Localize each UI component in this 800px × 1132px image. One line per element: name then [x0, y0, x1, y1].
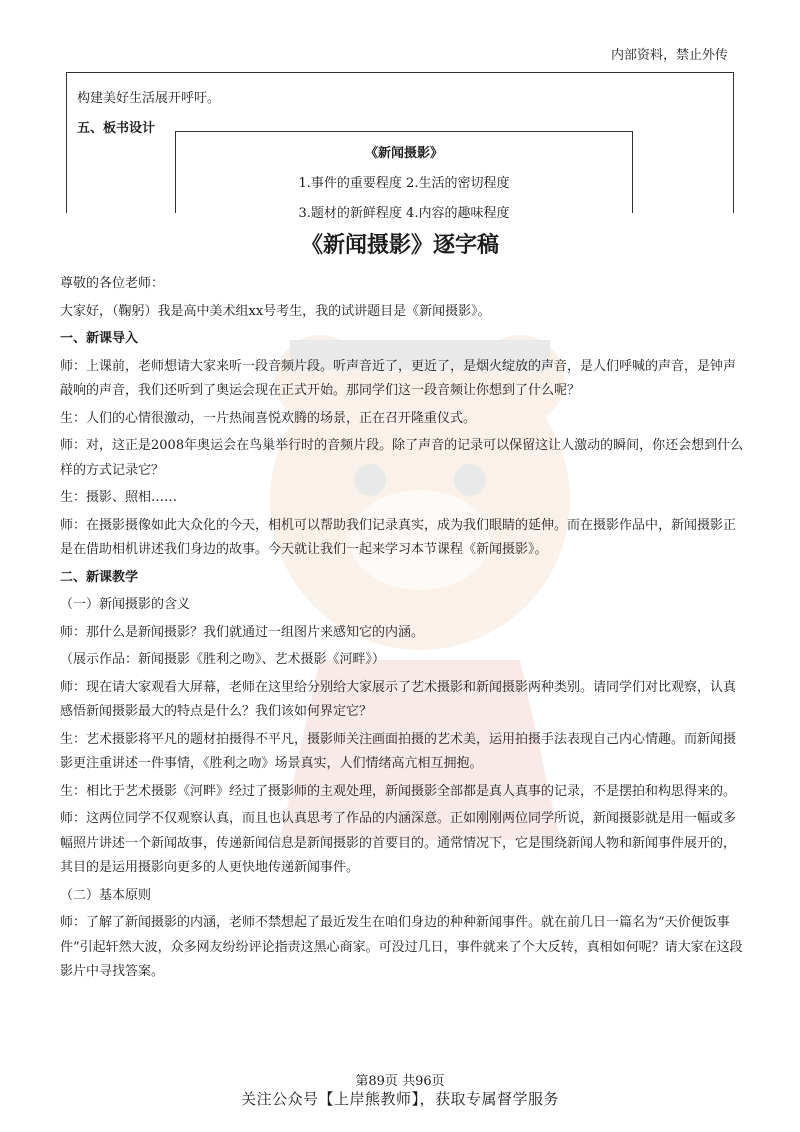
paragraph: 生：相比于艺术摄影《河畔》经过了摄影师的主观处理，新闻摄影全部都是真人真事的记录，不是摆拍和构思得来的。 [60, 783, 737, 799]
paragraph: 师：这两位同学不仅观察认真，而且也认真思考了作品的内涵深意。正如刚刚两位同学所说，新闻摄影就是用一幅或多幅照片讲述一个新闻故事，传递新闻信息是新闻摄影的首要目的。通常情况下，它是围绕新闻人物和新闻事件展开的，其目的是运用摄影向更多的人更快地传递新闻事件。 [60, 811, 737, 875]
paragraph: 师：现在请大家观看大屏幕，老师在这里给分别给大家展示了艺术摄影和新闻摄影两种类别。请同学们对比观察，认真感悟新闻摄影最大的特点是什么？我们该如何界定它？ [60, 679, 737, 719]
page-number: 第89页 共96页 [355, 1074, 445, 1089]
document-body [60, 272, 744, 988]
paragraph: 师：了解了新闻摄影的内涵，老师不禁想起了最近发生在咱们身边的种种新闻事件。就在前几日一篇名为“天价便饭事件”引起轩然大波，众多网友纷纷评论指责这黑心商家。可没过几日，事件就来了个大反转，真相如何呢？请大家在这段影片中寻找答案。 [60, 915, 743, 979]
section-heading: 二、新课教学 [60, 569, 139, 585]
frame-text-line: 构建美好生活展开呼吁。 [77, 91, 221, 106]
document-title: 《新闻摄影》逐字稿 [300, 233, 499, 258]
paragraph: （一）新闻摄影的含义 [60, 597, 191, 612]
section-heading: 一、新课导入 [60, 331, 139, 346]
paragraph: 大家好，（鞠躬）我是高中美术组xx号考生，我的试讲题目是《新闻摄影》。 [60, 303, 491, 319]
paragraph: 师：那什么是新闻摄影？我们就通过一组图片来感知它的内涵。 [60, 624, 425, 640]
paragraph: 师：在摄影摄像如此大众化的今天，相机可以帮助我们记录真实，成为我们眼睛的延伸。而在摄影作品中，新闻摄影正是在借助相机讲述我们身边的故事。今天就让我们一起来学习本节课程《新闻摄影》。 [60, 517, 737, 557]
paragraph: 师：上课前，老师想请大家来听一段音频片段。听声音近了，更近了，是烟火绽放的声音，是人们呼喊的声音，是钟声敲响的声音，我们还听到了奥运会现在正式开始。那同学们这一段音频让你想到了什么呢？ [60, 358, 737, 398]
board-design-box [175, 131, 633, 221]
paragraph: 尊敬的各位老师： [60, 276, 165, 291]
paragraph: 师：对，这正是2008年奥运会在鸟巢举行时的音频片段。除了声音的记录可以保留这让人激动的瞬间，你还会想到什么样的方式记录它？ [60, 438, 744, 478]
paragraph: （二）基本原则 [60, 887, 152, 903]
paragraph: 生：艺术摄影将平凡的题材拍摄得不平凡，摄影师关注画面拍摄的艺术美，运用拍摄手法表现自己内心情趣。而新闻摄影更注重讲述一件事情，《胜利之吻》场景真实，人们情绪高亢相互拥抱。 [60, 731, 737, 771]
paragraph: （展示作品：新闻摄影《胜利之吻》、艺术摄影《河畔》） [60, 652, 386, 667]
board-design-heading: 五、板书设计 [77, 121, 156, 136]
footer-promo: 关注公众号【上岸熊教师】，获取专属督学服务 [240, 1090, 559, 1108]
paragraph: 生：人们的心情很激动，一片热闹喜悦欢腾的场景，正在召开隆重仪式。 [60, 410, 477, 426]
board-line-2: 3.题材的新鲜程度 4.内容的趣味程度 [298, 206, 510, 221]
board-title: 《新闻摄影》 [364, 146, 443, 161]
lesson-plan-frame [66, 72, 734, 221]
header-note: 内部资料，禁止外传 [610, 48, 728, 63]
board-line-1: 1.事件的重要程度 2.生活的密切程度 [298, 176, 510, 191]
paragraph: 生：摄影、照相…… [60, 490, 178, 505]
